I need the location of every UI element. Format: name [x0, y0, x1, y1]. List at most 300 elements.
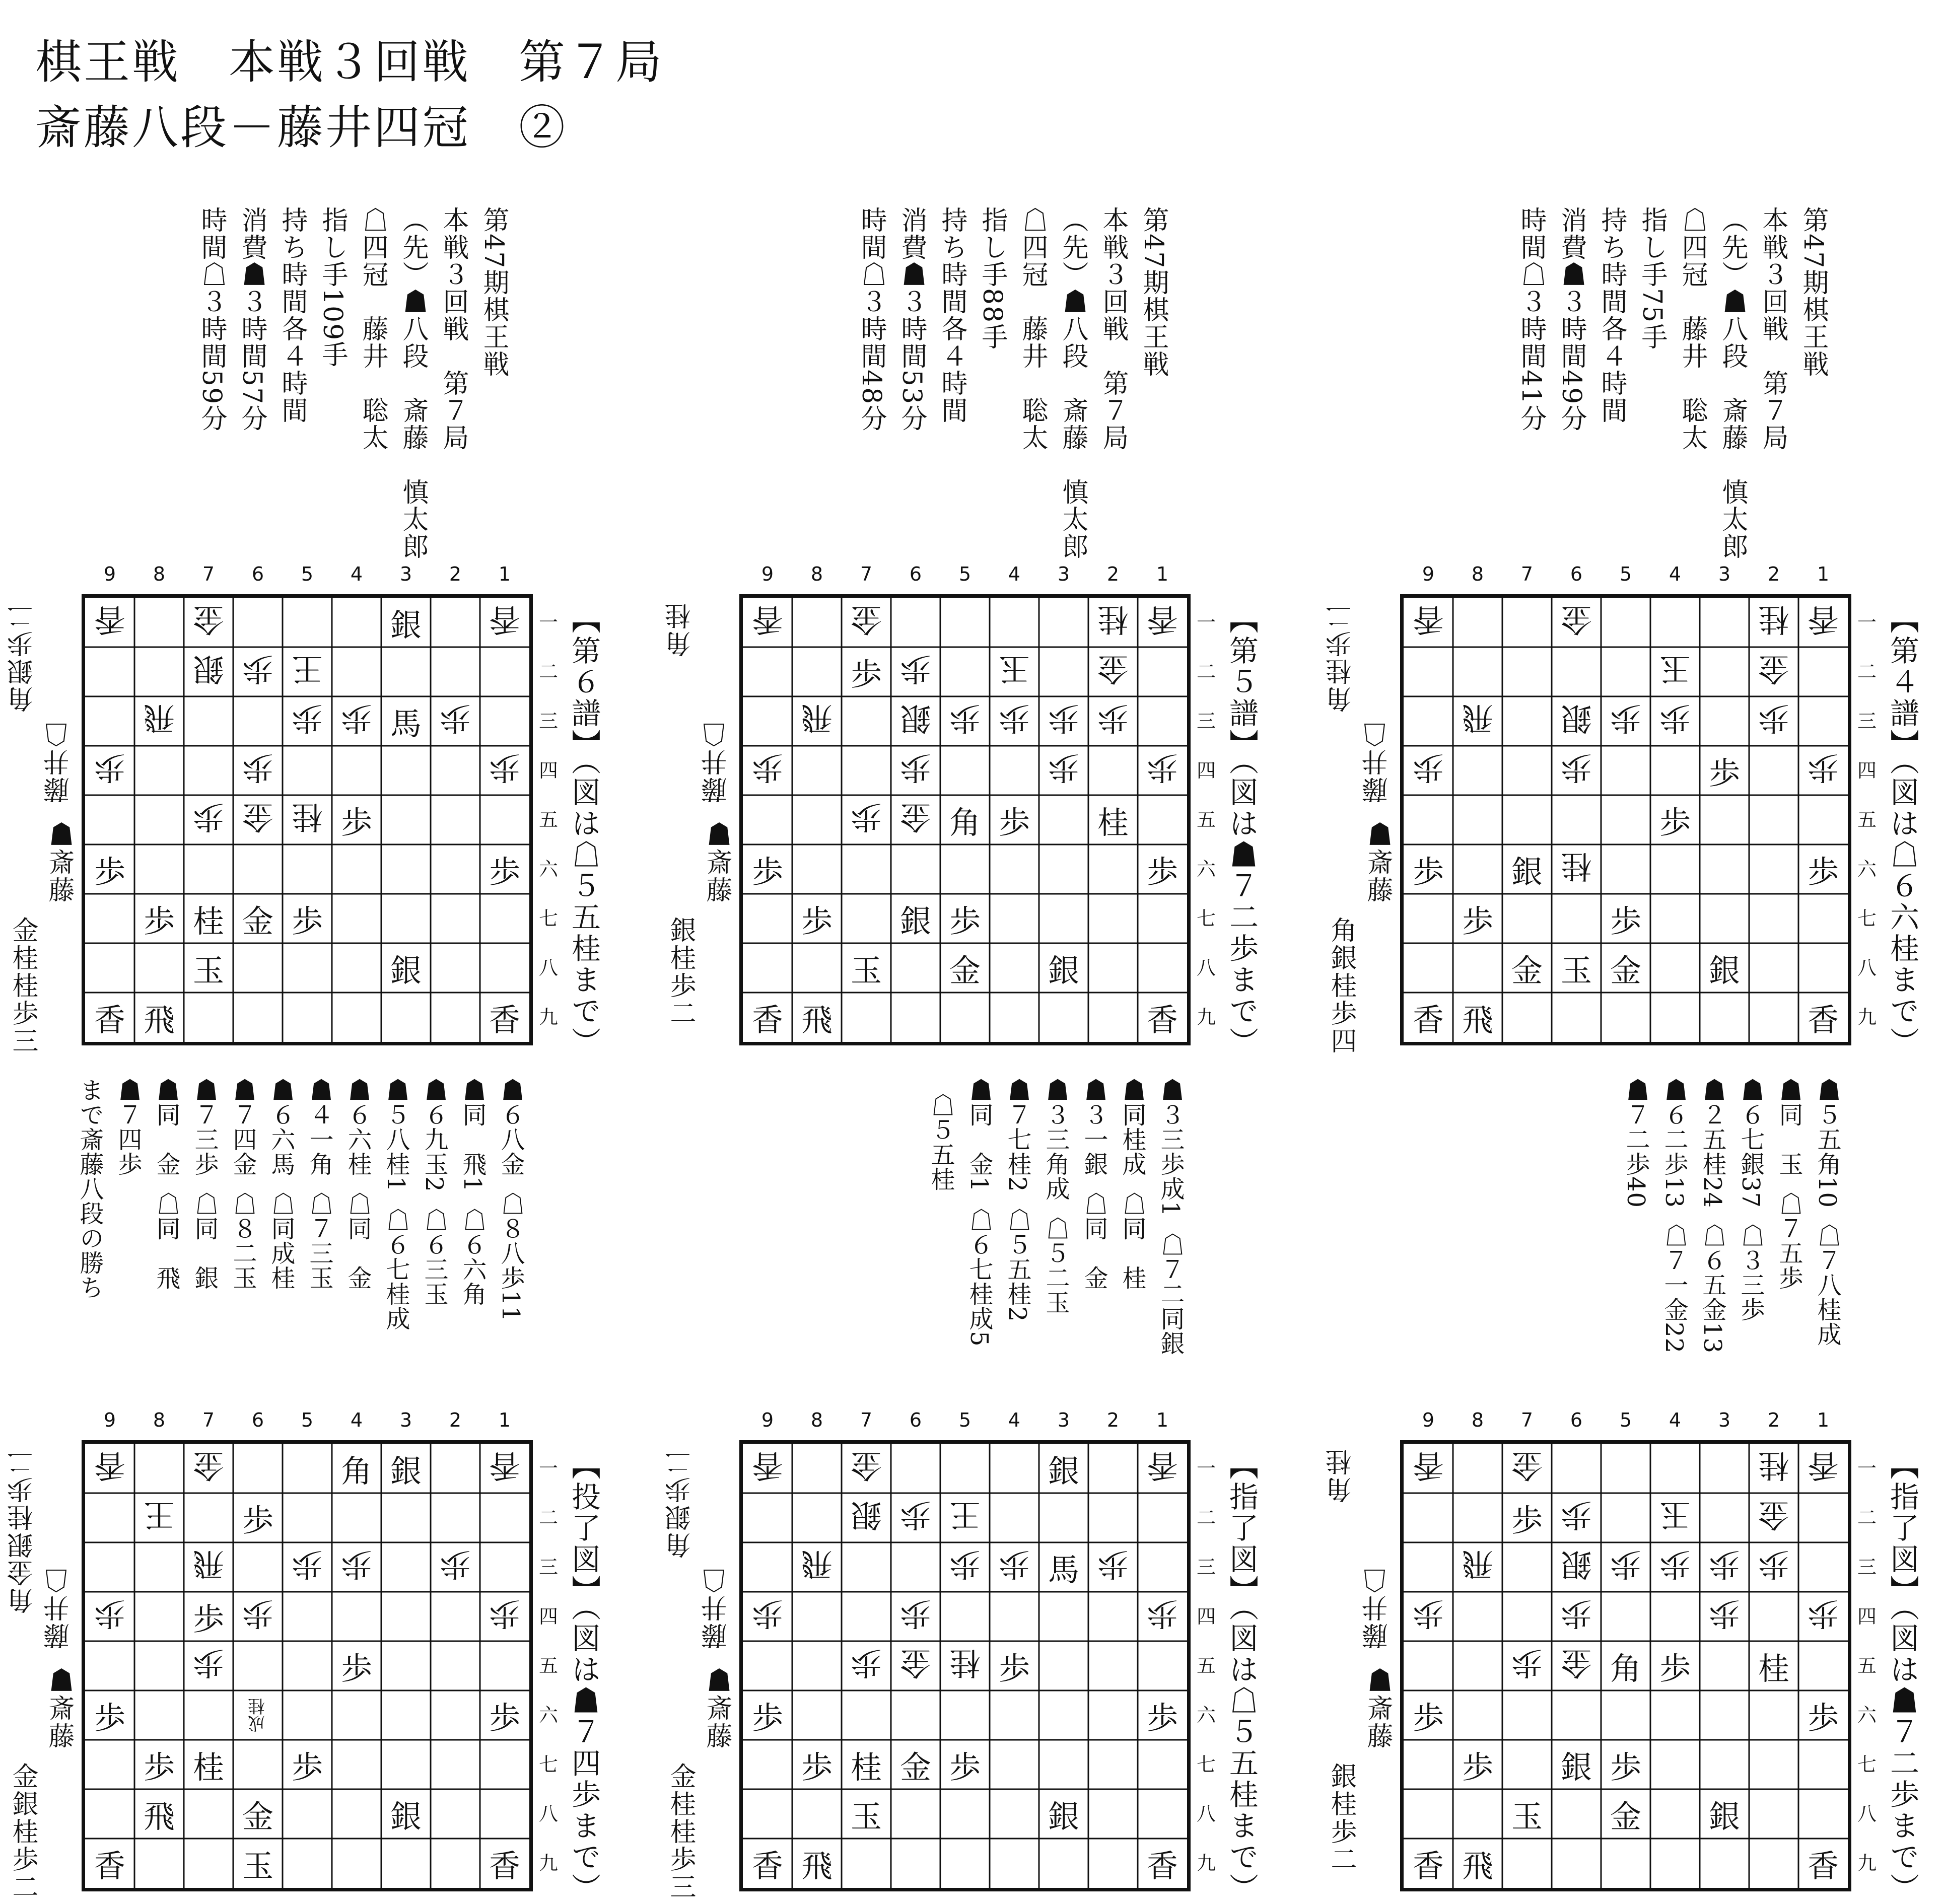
sente-piece: 歩 — [751, 1699, 783, 1736]
sente-piece: 桂 — [192, 1748, 224, 1786]
page-subtitle: 斎藤八段－藤井四冠 ② — [35, 101, 568, 155]
info-line: （先）☗八段 斎藤 慎太郎 — [398, 206, 428, 560]
gote-piece: 金 — [1097, 651, 1129, 688]
file-label: 2 — [449, 1409, 462, 1431]
rank-label: 四 — [538, 759, 558, 782]
file-label: 8 — [810, 563, 823, 585]
rank-label: 七 — [1857, 907, 1877, 930]
file-label: 6 — [251, 563, 264, 585]
page-title: 棋王戦 本戦３回戦 第７局 — [35, 35, 664, 89]
rank-labels — [1854, 598, 1880, 1042]
board-diagram — [665, 554, 1283, 1058]
rank-labels — [1854, 1444, 1880, 1888]
sente-piece: 歩 — [1462, 902, 1493, 940]
gote-piece: 銀 — [1561, 700, 1592, 737]
gote-piece: 歩 — [752, 749, 784, 787]
diagram-caption: 【第６譜】（図は☖５五桂まで） — [567, 604, 601, 1058]
sente-piece: 桂 — [1758, 1650, 1789, 1687]
gote-captured-pieces: 角銀歩二 — [8, 602, 38, 713]
gote-piece: 香 — [752, 1447, 784, 1485]
gote-piece: 香 — [489, 1447, 521, 1485]
gote-piece: 金 — [1758, 651, 1790, 688]
gote-piece: 香 — [1413, 1447, 1444, 1485]
gote-piece: 歩 — [1048, 749, 1080, 787]
shogi-board — [739, 594, 1191, 1045]
gote-piece: 歩 — [94, 1595, 126, 1633]
sente-piece: 香 — [751, 1001, 783, 1038]
sente-move: ☗６六馬 — [267, 1078, 295, 1176]
gote-piece: 歩 — [94, 749, 126, 787]
gote-piece: 歩 — [1147, 1595, 1178, 1633]
gote-piece: 歩 — [999, 700, 1030, 737]
sente-move: ☗３三歩成1 — [1156, 1078, 1185, 1217]
info-line: 指し手109手 — [317, 206, 348, 369]
rank-label: 二 — [538, 661, 558, 683]
move-column — [338, 1078, 377, 1331]
sente-move: ☗同 金 — [152, 1078, 180, 1176]
rank-label: 二 — [1857, 661, 1877, 683]
info-line: 指し手88手 — [977, 206, 1007, 351]
rank-label: 六 — [1196, 858, 1216, 880]
gote-piece: 歩 — [851, 799, 882, 836]
file-label: 7 — [1520, 1409, 1534, 1431]
sente-piece: 金 — [899, 1748, 931, 1786]
gote-piece: 金 — [1561, 601, 1592, 639]
sente-captured-pieces: 角銀桂歩四 — [1326, 916, 1356, 1055]
sente-piece: 歩 — [291, 902, 323, 940]
file-label: 1 — [1156, 563, 1169, 585]
gote-piece: 歩 — [1511, 1645, 1543, 1682]
shogi-board — [739, 1440, 1191, 1891]
info-line: （先）☗八段 斎藤 慎太郎 — [1717, 206, 1748, 560]
gote-player-label: 藤井☖ — [1362, 720, 1393, 803]
file-label: 5 — [301, 563, 314, 585]
move-column — [492, 1078, 530, 1331]
gote-piece: 歩 — [1561, 749, 1592, 787]
sente-player-label: ☗斎藤 — [702, 821, 732, 904]
gote-piece: 歩 — [292, 1546, 323, 1583]
diagram-caption: 【指了図】（図は☖５五桂まで） — [1224, 1450, 1259, 1904]
rank-label: 六 — [538, 1704, 558, 1726]
gote-move: ☖同 飛 — [152, 1191, 180, 1290]
gote-captured-pieces: 角桂歩二 — [1326, 602, 1356, 713]
gote-move: ☖同 桂 — [1118, 1191, 1146, 1290]
gote-piece: 香 — [1808, 601, 1839, 639]
move-column — [71, 1078, 109, 1331]
move-column — [1036, 1078, 1075, 1356]
file-labels — [1404, 1400, 1848, 1440]
rank-labels — [536, 598, 561, 1042]
sente-move: ☗６八金 — [497, 1078, 525, 1176]
gote-piece: 金 — [851, 601, 882, 639]
sente-piece: 桂 — [192, 902, 224, 940]
rank-label: 一 — [1196, 1457, 1216, 1479]
sente-piece: 香 — [489, 1001, 520, 1038]
sente-piece: 馬 — [1048, 1551, 1079, 1588]
sente-piece: 玉 — [850, 952, 882, 989]
gote-piece: 歩 — [341, 700, 373, 737]
gote-piece: 玉 — [999, 651, 1030, 688]
move-column — [262, 1078, 300, 1331]
sente-piece: 桂 — [850, 1748, 882, 1786]
gote-piece: 成桂 — [248, 1698, 268, 1732]
sente-move: ☗２五桂24 — [1698, 1078, 1726, 1209]
file-label: 3 — [399, 563, 412, 585]
sente-move: ☗同桂成 — [1118, 1078, 1146, 1176]
gote-piece: 歩 — [949, 1546, 981, 1583]
gote-piece: 歩 — [1413, 1595, 1444, 1633]
rank-label: 三 — [1196, 1556, 1216, 1578]
gote-piece: 歩 — [440, 1546, 471, 1583]
sente-move: ☗６九玉2 — [420, 1078, 448, 1192]
rank-label: 八 — [538, 1803, 558, 1825]
sente-piece: 玉 — [242, 1847, 273, 1884]
sente-piece: 歩 — [340, 804, 372, 841]
gote-move: ☖３三歩 — [1737, 1223, 1765, 1322]
sente-piece: 香 — [751, 1847, 783, 1884]
sente-move: ☗６二歩13 — [1660, 1078, 1688, 1209]
gote-piece: 香 — [94, 601, 126, 639]
file-label: 7 — [202, 1409, 215, 1431]
sente-piece: 歩 — [143, 902, 175, 940]
rank-label: 七 — [538, 907, 558, 930]
gote-move: ☖同 金 — [1080, 1191, 1108, 1290]
rank-label: 一 — [538, 1457, 558, 1479]
gote-piece: 歩 — [752, 1595, 784, 1633]
sente-piece: 銀 — [390, 952, 422, 989]
sente-move: ☗４一角 — [305, 1078, 333, 1176]
sente-piece: 飛 — [143, 1001, 175, 1038]
rank-label: 一 — [1857, 611, 1877, 633]
gote-move: ☖７一金22 — [1660, 1223, 1688, 1354]
rank-label: 二 — [1196, 1507, 1216, 1529]
sente-move: まで斎藤八段の勝ち — [76, 1078, 104, 1300]
gote-piece: 香 — [94, 1447, 126, 1485]
info-line: ☖四冠 藤井 聡太 — [1677, 206, 1707, 451]
file-label: 5 — [958, 1409, 971, 1431]
file-label: 1 — [1817, 563, 1830, 585]
diagram-caption: 【第４譜】（図は☖６六桂まで） — [1885, 604, 1919, 1058]
rank-label: 六 — [1857, 858, 1877, 880]
gote-piece: 歩 — [1808, 1595, 1839, 1633]
file-labels — [85, 554, 529, 594]
rank-label: 六 — [1857, 1704, 1877, 1726]
file-label: 7 — [860, 1409, 873, 1431]
file-label: 5 — [1619, 1409, 1632, 1431]
file-label: 2 — [1106, 1409, 1120, 1431]
rank-label: 八 — [1857, 1803, 1877, 1825]
rank-label: 九 — [1196, 1852, 1216, 1874]
rank-label: 七 — [538, 1753, 558, 1776]
gote-move: ☖６七桂成5 — [965, 1207, 993, 1347]
sente-piece: 飛 — [801, 1001, 832, 1038]
gote-move: ☖同 銀 — [190, 1191, 219, 1290]
gote-piece: 金 — [193, 601, 225, 639]
game-info-block — [851, 206, 1173, 560]
sente-piece: 玉 — [192, 952, 224, 989]
gote-piece: 歩 — [1048, 700, 1080, 737]
file-label: 5 — [301, 1409, 314, 1431]
sente-piece: 歩 — [489, 853, 520, 890]
gote-piece: 飛 — [1462, 1546, 1494, 1583]
sente-piece: 銀 — [1048, 1452, 1079, 1490]
sente-piece: 銀 — [1511, 853, 1543, 890]
sente-piece: 銀 — [390, 1798, 422, 1835]
gote-piece: 歩 — [1610, 1546, 1642, 1583]
info-line: ☖四冠 藤井 聡太 — [1017, 206, 1048, 451]
rank-label: 二 — [1196, 661, 1216, 683]
gote-piece: 歩 — [1808, 749, 1839, 787]
gote-piece: 歩 — [242, 651, 274, 688]
rank-label: 五 — [538, 809, 558, 831]
gote-move: ☖５二玉 — [1042, 1216, 1070, 1315]
rank-label: 四 — [1196, 1605, 1216, 1628]
sente-move: ☗６七銀37 — [1737, 1078, 1765, 1209]
sente-piece: 金 — [242, 902, 273, 940]
sente-piece: 歩 — [998, 804, 1030, 841]
info-line: 時間☖３時間41分 — [1516, 206, 1546, 433]
sente-move: ☗同 玉 — [1775, 1078, 1803, 1176]
gote-captured-pieces: 角銀歩二 — [665, 1448, 696, 1559]
gote-piece: 歩 — [193, 799, 225, 836]
gote-piece: 香 — [489, 601, 521, 639]
sente-captured-pieces: 銀桂歩二 — [665, 916, 696, 1027]
sente-piece: 桂 — [1097, 804, 1129, 841]
sente-player-label: ☗斎藤 — [702, 1667, 732, 1750]
file-label: 7 — [1520, 563, 1534, 585]
file-label: 9 — [1422, 1409, 1435, 1431]
info-line: 本戦３回戦 第７局 — [1098, 206, 1128, 451]
sente-move: ☗３一銀 — [1080, 1078, 1108, 1176]
sente-move: ☗３三角成 — [1042, 1078, 1070, 1201]
gote-move: ☖６七桂成 — [382, 1207, 410, 1331]
move-list — [1617, 1078, 1846, 1354]
gote-move: ☖６五金13 — [1698, 1223, 1726, 1354]
game-info-block — [1511, 206, 1833, 560]
gote-piece: 金 — [242, 799, 274, 836]
file-label: 1 — [1156, 1409, 1169, 1431]
file-label: 3 — [1057, 563, 1070, 585]
rank-label: 九 — [538, 1852, 558, 1874]
move-column — [1113, 1078, 1151, 1356]
info-line: 第47期棋王戦 — [1138, 206, 1168, 378]
file-label: 2 — [1767, 563, 1780, 585]
info-line: ☖四冠 藤井 聡太 — [358, 206, 388, 451]
info-line: 消費☗３時間49分 — [1556, 206, 1586, 433]
sente-move: ☗同 飛1 — [458, 1078, 487, 1192]
rank-label: 五 — [1857, 809, 1877, 831]
board-diagram — [665, 1400, 1283, 1904]
sente-piece: 歩 — [192, 1600, 224, 1638]
rank-label: 七 — [1196, 1753, 1216, 1776]
rank-label: 八 — [1196, 957, 1216, 979]
gote-piece: 歩 — [193, 1645, 225, 1682]
file-label: 9 — [761, 563, 774, 585]
move-column — [185, 1078, 224, 1331]
sente-move: ☗７四歩 — [114, 1078, 142, 1176]
sente-piece: 歩 — [340, 1650, 372, 1687]
gote-move: ☖６六角 — [458, 1207, 487, 1306]
diagram-caption: 【指了図】（図は☗７二歩まで） — [1885, 1450, 1919, 1904]
rank-labels — [1194, 1444, 1219, 1888]
sente-piece: 玉 — [850, 1798, 882, 1835]
gote-player-label: 藤井☖ — [702, 720, 732, 803]
gote-piece: 歩 — [489, 1595, 521, 1633]
sente-piece: 歩 — [1146, 1699, 1178, 1736]
gote-piece: 金 — [1561, 1645, 1592, 1682]
gote-piece: 金 — [900, 1645, 932, 1682]
file-label: 4 — [1669, 1409, 1682, 1431]
gote-piece: 飛 — [801, 700, 833, 737]
gote-piece: 香 — [1147, 1447, 1178, 1485]
sente-piece: 玉 — [1560, 952, 1592, 989]
gote-piece: 飛 — [1462, 700, 1494, 737]
file-label: 1 — [498, 1409, 511, 1431]
gote-move: ☖８八歩11 — [497, 1191, 525, 1322]
gote-piece: 歩 — [242, 749, 274, 787]
gote-piece: 歩 — [1709, 1595, 1741, 1633]
rank-label: 九 — [538, 1006, 558, 1028]
info-line: 時間☖３時間59分 — [196, 206, 227, 433]
file-labels — [743, 554, 1187, 594]
gote-piece: 歩 — [1561, 1595, 1592, 1633]
rank-label: 八 — [1857, 957, 1877, 979]
sente-piece: 歩 — [1412, 853, 1444, 890]
gote-piece: 歩 — [900, 749, 932, 787]
rank-label: 八 — [1196, 1803, 1216, 1825]
rank-label: 三 — [538, 1556, 558, 1578]
sente-piece: 馬 — [390, 705, 422, 742]
sente-piece: 飛 — [801, 1847, 832, 1884]
sente-move: ☗７二歩40 — [1622, 1078, 1650, 1209]
gote-piece: 銀 — [851, 1497, 882, 1534]
file-label: 3 — [1718, 1409, 1731, 1431]
shogi-board — [1400, 1440, 1851, 1891]
gote-piece: 玉 — [1659, 1497, 1691, 1534]
file-label: 8 — [1471, 1409, 1484, 1431]
sente-captured-pieces: 銀桂歩二 — [1326, 1762, 1356, 1873]
move-column — [1770, 1078, 1808, 1354]
gote-player-label: 藤井☖ — [44, 720, 74, 803]
gote-piece: 金 — [900, 799, 932, 836]
rank-label: 二 — [1857, 1507, 1877, 1529]
rank-label: 九 — [1857, 1006, 1877, 1028]
sente-piece: 香 — [1412, 1001, 1444, 1038]
file-label: 4 — [350, 563, 363, 585]
gote-piece: 王 — [949, 1497, 981, 1534]
gote-piece: 歩 — [1413, 749, 1444, 787]
sente-piece: 玉 — [1511, 1798, 1543, 1835]
move-list — [922, 1078, 1190, 1356]
file-label: 1 — [498, 563, 511, 585]
file-label: 8 — [153, 563, 166, 585]
move-column — [453, 1078, 492, 1331]
sente-piece: 香 — [1807, 1847, 1839, 1884]
file-label: 3 — [1057, 1409, 1070, 1431]
sente-piece: 香 — [94, 1001, 125, 1038]
rank-label: 八 — [538, 957, 558, 979]
rank-label: 六 — [1196, 1704, 1216, 1726]
sente-piece: 歩 — [1610, 902, 1641, 940]
file-label: 2 — [449, 563, 462, 585]
gote-piece: 玉 — [1659, 651, 1691, 688]
move-column — [1731, 1078, 1770, 1354]
info-line: 時間☖３時間48分 — [856, 206, 886, 433]
move-column — [1808, 1078, 1846, 1354]
gote-piece: 歩 — [900, 651, 932, 688]
sente-piece: 歩 — [94, 1699, 125, 1736]
move-column — [224, 1078, 262, 1331]
gote-piece: 飛 — [144, 700, 175, 737]
move-column — [1693, 1078, 1731, 1354]
sente-piece: 歩 — [1659, 1650, 1691, 1687]
info-line: 指し手75手 — [1637, 206, 1667, 351]
gote-piece: 歩 — [1097, 1546, 1129, 1583]
file-labels — [743, 1400, 1187, 1440]
file-label: 2 — [1767, 1409, 1780, 1431]
gote-piece: 金 — [1511, 1447, 1543, 1485]
file-label: 8 — [1471, 563, 1484, 585]
gote-move: ☖７五歩 — [1775, 1191, 1803, 1290]
gote-piece: 歩 — [1758, 1546, 1790, 1583]
gote-piece: 歩 — [949, 700, 981, 737]
info-line: 本戦３回戦 第７局 — [438, 206, 468, 451]
rank-label: 七 — [1196, 907, 1216, 930]
board-diagram — [8, 554, 626, 1058]
move-column — [1151, 1078, 1190, 1356]
rank-label: 三 — [538, 710, 558, 732]
info-line: 持ち時間各４時間 — [277, 206, 307, 424]
file-label: 4 — [1008, 1409, 1021, 1431]
board-diagram — [1326, 554, 1944, 1058]
sente-piece: 銀 — [1708, 952, 1740, 989]
rank-label: 四 — [1857, 1605, 1877, 1628]
rank-label: 六 — [538, 858, 558, 880]
sente-piece: 金 — [1610, 952, 1641, 989]
sente-piece: 香 — [489, 1847, 520, 1884]
sente-piece: 角 — [949, 804, 981, 841]
diagram-caption: 【第５譜】（図は☗７二歩まで） — [1224, 604, 1259, 1058]
gote-piece: 香 — [1147, 601, 1178, 639]
sente-piece: 銀 — [390, 1452, 422, 1490]
gote-player-label: 藤井☖ — [1362, 1566, 1393, 1649]
rank-label: 一 — [1857, 1457, 1877, 1479]
gote-piece: 歩 — [900, 1595, 932, 1633]
rank-label: 四 — [538, 1605, 558, 1628]
gote-piece: 歩 — [440, 700, 471, 737]
gote-move: ☖５五桂 — [927, 1093, 955, 1191]
rank-label: 三 — [1857, 710, 1877, 732]
sente-piece: 金 — [242, 1798, 273, 1835]
gote-piece: 歩 — [999, 1546, 1030, 1583]
sente-move: ☗５五角10 — [1813, 1078, 1841, 1209]
file-labels — [85, 1400, 529, 1440]
gote-piece: 銀 — [1561, 1546, 1592, 1583]
gote-move: ☖６三玉 — [420, 1207, 448, 1306]
gote-move: ☖同 金 — [343, 1191, 372, 1290]
gote-piece: 香 — [1808, 1447, 1839, 1485]
gote-piece: 歩 — [341, 1546, 373, 1583]
gote-piece: 歩 — [1709, 1546, 1741, 1583]
rank-label: 七 — [1857, 1753, 1877, 1776]
file-label: 9 — [1422, 563, 1435, 585]
gote-piece: 歩 — [1659, 1546, 1691, 1583]
rank-label: 五 — [1196, 1655, 1216, 1677]
move-column — [1075, 1078, 1113, 1356]
sente-player-label: ☗斎藤 — [1362, 821, 1393, 904]
sente-piece: 金 — [949, 952, 981, 989]
sente-piece: 歩 — [1659, 804, 1691, 841]
